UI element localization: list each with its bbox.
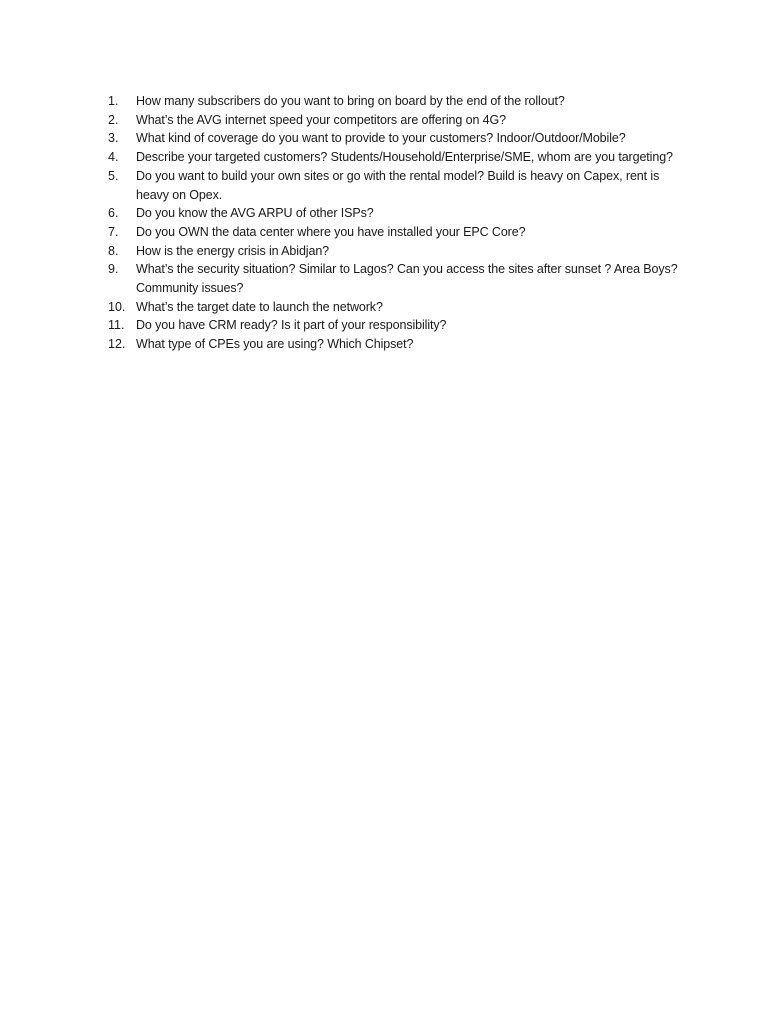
list-item-number: 10. <box>108 299 126 314</box>
list-item-text: What type of CPEs you are using? Which Chipset? <box>136 337 414 352</box>
list-item <box>108 92 688 111</box>
list-item <box>108 129 688 148</box>
list-item-text: What’s the AVG internet speed your competitors are offering on 4G? <box>136 112 506 127</box>
list-item-number: 4. <box>108 150 119 165</box>
list-item <box>108 298 688 317</box>
list-item <box>108 335 688 354</box>
list-item <box>108 148 688 167</box>
list-item-text: Do you have CRM ready? Is it part of your responsibility? <box>136 318 447 333</box>
list-item <box>108 316 688 335</box>
list-item <box>108 204 688 223</box>
list-item <box>108 111 688 130</box>
list-item-number: 8. <box>108 243 119 258</box>
list-item-text: Do you know the AVG ARPU of other ISPs? <box>136 206 374 221</box>
list-item-text: What kind of coverage do you want to provide to your customers? Indoor/Outdoor/Mobile? <box>136 131 626 146</box>
list-item-text: What’s the security situation? Similar to Lagos? Can you access the sites after sunset ? Area Boys? Community issues? <box>136 262 678 296</box>
list-item <box>108 223 688 242</box>
list-item-number: 7. <box>108 224 119 239</box>
list-item-text: Do you want to build your own sites or go with the rental model? Build is heavy on Capex, rent is heavy on Opex. <box>136 168 660 202</box>
list-item-text: How many subscribers do you want to bring on board by the end of the rollout? <box>136 94 565 108</box>
list-item-number: 5. <box>108 168 119 183</box>
question-list <box>108 92 688 354</box>
list-item-text: What’s the target date to launch the network? <box>136 299 383 314</box>
list-item-number: 3. <box>108 131 119 146</box>
list-item <box>108 260 688 297</box>
list-item-number: 6. <box>108 206 119 221</box>
list-item <box>108 242 688 261</box>
list-item-number: 11. <box>108 318 125 333</box>
list-item <box>108 167 688 204</box>
list-item-number: 12. <box>108 337 126 352</box>
list-item-number: 9. <box>108 262 119 277</box>
list-item-text: Describe your targeted customers? Students/Household/Enterprise/SME, whom are you targeting? <box>136 150 673 165</box>
list-item-number: 1. <box>108 94 119 108</box>
list-item-text: Do you OWN the data center where you have installed your EPC Core? <box>136 224 526 239</box>
list-item-number: 2. <box>108 112 119 127</box>
list-item-text: How is the energy crisis in Abidjan? <box>136 243 330 258</box>
